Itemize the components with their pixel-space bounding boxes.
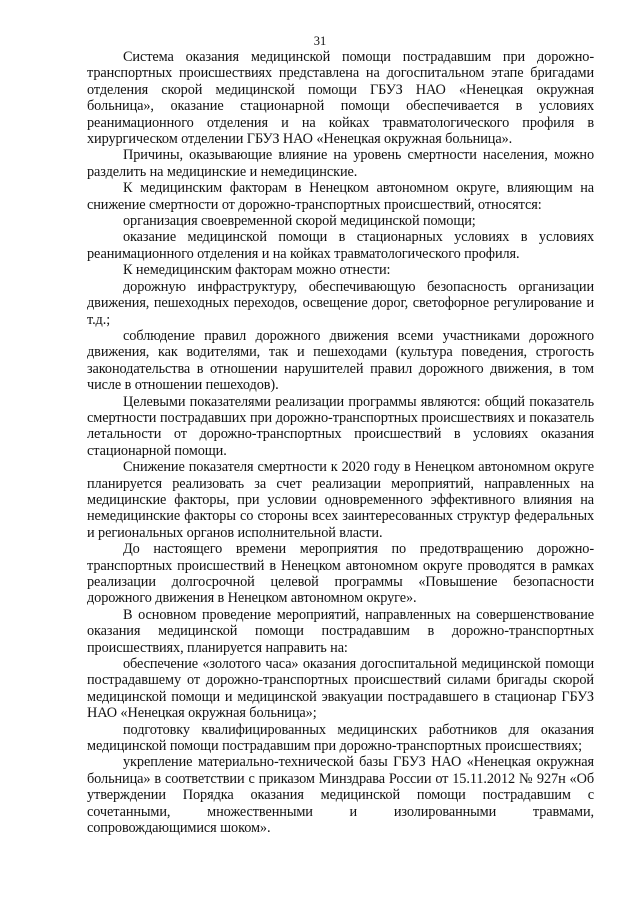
- list-item-golden-hour: обеспечение «золотого часа» оказания догоспитальной медицинской помощи пострадавшему от дорожно-транспортных происшествий силами бригады скорой медицинской помощи и медицинской эвакуации пострадавшего в стационар ГБУЗ НАО «Ненецкая окружная больница»;: [87, 656, 594, 722]
- paragraph-mortality-reduction: Снижение показателя смертности к 2020 году в Ненецком автономном округе планируется реализовать за счет реализации мероприятий, направленных на медицинские факторы, при условии одновременного эффективного влияния на немедицинские факторы со стороны всех заинтересованных структур федеральных и региональных органов исполнительной власти.: [87, 459, 594, 541]
- document-body: [87, 49, 594, 837]
- list-item-inpatient-care: оказание медицинской помощи в стационарных условиях в условиях реанимационного отделения и на койках травматологического профиля.: [87, 229, 594, 262]
- list-item-timely-emergency-care: организация своевременной скорой медицинской помощи;: [123, 213, 476, 230]
- page-number: 31: [313, 34, 327, 48]
- list-item-traffic-rules: соблюдение правил дорожного движения всеми участниками дорожного движения, как водителями, так и пешеходами (культура поведения, строгость законодательства в отношении нарушителей правил дорожного движения, в том числе в отношении пешеходов).: [87, 327, 594, 394]
- paragraph-current-measures: До настоящего времени мероприятия по предотвращению дорожно-транспортных происшествий в Ненецком автономном округе проводятся в рамках реализации долгосрочной целевой программы «Повышение безопасности дорожного движения в Ненецком автономном округе».: [87, 541, 594, 607]
- paragraph-medical-factors-intro: К медицинским факторам в Ненецком автономном округе, влияющим на снижение смертности от дорожно-транспортных происшествий, относятся:: [87, 180, 594, 213]
- list-item-road-infrastructure: дорожную инфраструктуру, обеспечивающую безопасность организации движения, пешеходных переходов, освещение дорог, светофорное регулирование и т.д.;: [87, 278, 594, 328]
- list-item-material-base: укрепление материально-технической базы ГБУЗ НАО «Ненецкая окружная больница» в соответствии с приказом Минздрава России от 15.11.2012 № 927н «Об утверждении Порядка оказания медицинской помощи пострадавшим с сочетанными, множественными и изолированными травмами, сопровождающимися шоком».: [87, 754, 594, 837]
- paragraph-non-medical-factors-intro: К немедицинским факторам можно отнести:: [123, 262, 391, 279]
- list-item-staff-training: подготовку квалифицированных медицинских работников для оказания медицинской помощи пострадавшим при дорожно-транспортных происшествиях;: [87, 721, 594, 755]
- paragraph-planned-directions: В основном проведение мероприятий, направленных на совершенствование оказания медицинской помощи пострадавшим в дорожно-транспортных происшествиях, планируется направить на:: [87, 606, 594, 656]
- paragraph-mortality-causes: Причины, оказывающие влияние на уровень смертности населения, можно разделить на медицинские и немедицинские.: [87, 147, 594, 180]
- paragraph-target-indicators: Целевыми показателями реализации программы являются: общий показатель смертности пострадавших при дорожно-транспортных происшествиях и показатель летальности от дорожно-транспортных происшествий в условиях оказания стационарной помощи.: [87, 393, 594, 459]
- paragraph-care-system: Система оказания медицинской помощи пострадавшим при дорожно-транспортных происшествиях представлена на догоспитальном этапе бригадами отделения скорой медицинской помощи ГБУЗ НАО «Ненецкая окружная больница», оказание стационарной помощи обеспечивается в условиях реанимационного отделения и на койках травматологического профиля в хирургическом отделении ГБУЗ НАО «Ненецкая окружная больница».: [87, 49, 594, 148]
